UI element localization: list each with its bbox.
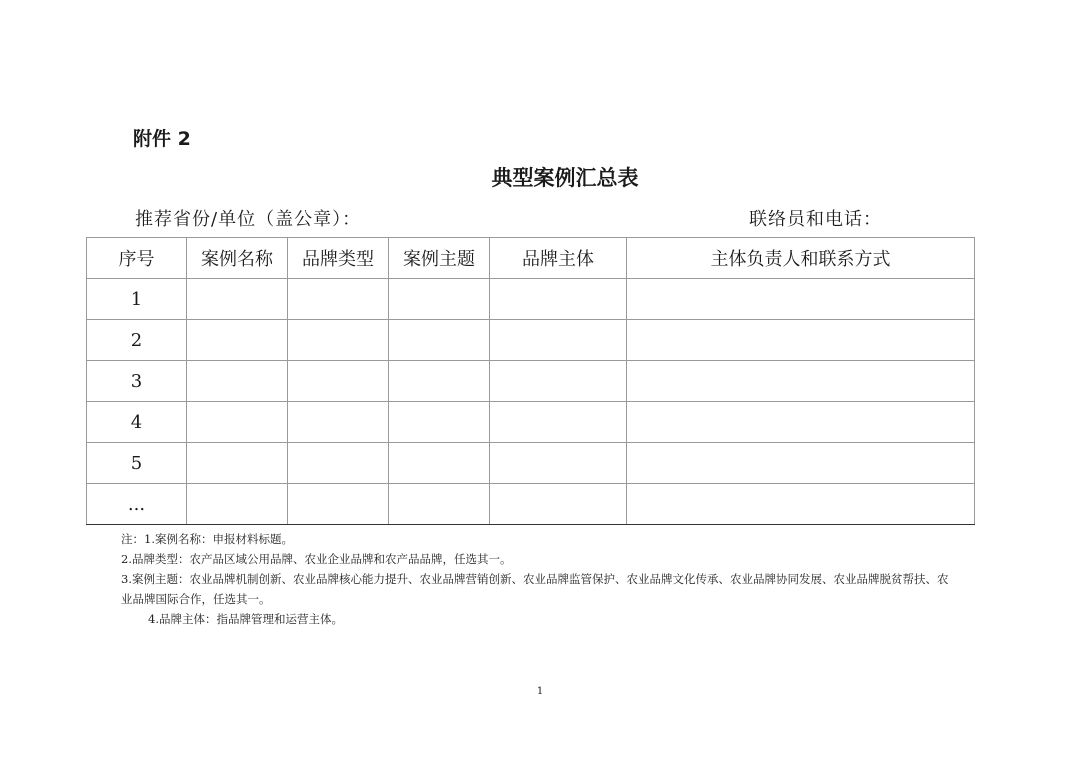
cell-contact[interactable]	[627, 443, 975, 484]
cell-contact[interactable]	[627, 361, 975, 402]
table-row	[87, 402, 975, 443]
attachment-label: 附件 2	[133, 128, 191, 150]
cell-brand-entity[interactable]	[490, 320, 627, 361]
header-brand-type: 品牌类型	[288, 238, 389, 279]
cell-brand-entity[interactable]	[490, 484, 627, 525]
table-row	[87, 361, 975, 402]
case-summary-table	[86, 237, 975, 525]
cell-brand-type[interactable]	[288, 279, 389, 320]
cell-case-name[interactable]	[187, 484, 288, 525]
cell-case-theme[interactable]	[389, 320, 490, 361]
header-case-theme: 案例主题	[389, 238, 490, 279]
cell-case-name[interactable]	[187, 402, 288, 443]
note-case-theme: 3.案例主题：农业品牌机制创新、农业品牌核心能力提升、农业品牌营销创新、农业品牌监管保护、农业品牌文化传承、农业品牌协同发展、农业品牌脱贫帮扶、农业品牌国际合作，任选其一。	[121, 572, 949, 606]
cell-brand-type[interactable]	[288, 402, 389, 443]
table-row	[87, 484, 975, 525]
cell-serial: 4	[87, 402, 187, 443]
cell-brand-type[interactable]	[288, 443, 389, 484]
header-serial-number: 序号	[87, 238, 187, 279]
cell-case-name[interactable]	[187, 279, 288, 320]
cell-brand-entity[interactable]	[490, 361, 627, 402]
header-brand-entity: 品牌主体	[490, 238, 627, 279]
cell-case-theme[interactable]	[389, 361, 490, 402]
cell-contact[interactable]	[627, 320, 975, 361]
cell-serial: 3	[87, 361, 187, 402]
cell-serial: ...	[87, 484, 187, 525]
cell-case-name[interactable]	[187, 443, 288, 484]
table-header-row	[87, 238, 975, 279]
cell-brand-entity[interactable]	[490, 443, 627, 484]
cell-case-theme[interactable]	[389, 443, 490, 484]
cell-serial: 5	[87, 443, 187, 484]
header-contact: 主体负责人和联系方式	[627, 238, 975, 279]
table-row	[87, 279, 975, 320]
table-row	[87, 320, 975, 361]
recommending-unit-label: 推荐省份/单位（盖公章）：	[135, 209, 362, 230]
cell-brand-entity[interactable]	[490, 279, 627, 320]
note-case-name: 注：1.案例名称：申报材料标题。	[121, 532, 293, 546]
cell-serial: 1	[87, 279, 187, 320]
cell-contact[interactable]	[627, 484, 975, 525]
table-notes	[121, 529, 951, 629]
table-row	[87, 443, 975, 484]
page-number: 1	[536, 686, 544, 697]
note-brand-type: 2.品牌类型：农产品区域公用品牌、农业企业品牌和农产品品牌，任选其一。	[121, 552, 512, 566]
cell-case-name[interactable]	[187, 361, 288, 402]
cell-brand-type[interactable]	[288, 484, 389, 525]
cell-brand-type[interactable]	[288, 320, 389, 361]
cell-brand-entity[interactable]	[490, 402, 627, 443]
cell-brand-type[interactable]	[288, 361, 389, 402]
contact-person-label: 联络员和电话：	[749, 209, 882, 230]
cell-serial: 2	[87, 320, 187, 361]
note-brand-entity: 4.品牌主体：指品牌管理和运营主体。	[148, 612, 343, 626]
cell-case-theme[interactable]	[389, 402, 490, 443]
cell-case-theme[interactable]	[389, 279, 490, 320]
cell-contact[interactable]	[627, 402, 975, 443]
cell-case-name[interactable]	[187, 320, 288, 361]
cell-contact[interactable]	[627, 279, 975, 320]
cell-case-theme[interactable]	[389, 484, 490, 525]
header-case-name: 案例名称	[187, 238, 288, 279]
document-title: 典型案例汇总表	[491, 165, 639, 190]
